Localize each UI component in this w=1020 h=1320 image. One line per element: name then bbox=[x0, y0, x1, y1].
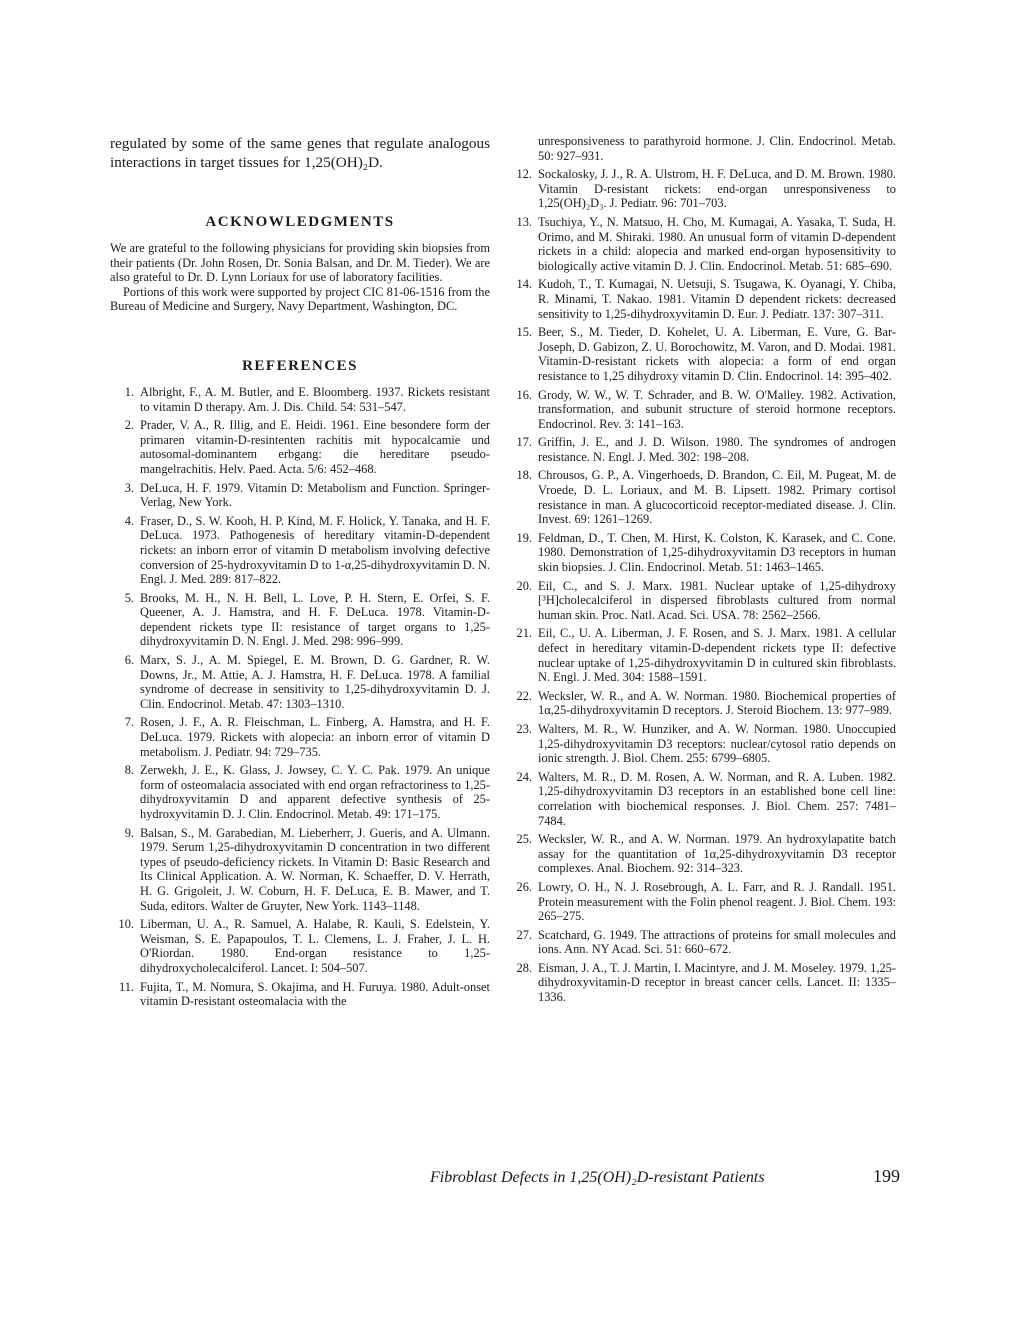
reference-number: 22. bbox=[516, 688, 532, 703]
reference-text: Eil, C., and S. J. Marx. 1981. Nuclear uptake of 1,25-dihydroxy [³H]cholecalciferol in dispersed fibroblasts cultured from normal human skin. Proc. Natl. Acad. Sci. USA. 78: 2562–2566. bbox=[538, 578, 896, 622]
reference-item bbox=[110, 385, 490, 414]
reference-number: 25. bbox=[516, 832, 532, 847]
reference-number: 26. bbox=[516, 879, 532, 894]
reference-item bbox=[508, 325, 896, 383]
reference-item bbox=[110, 826, 490, 914]
reference-item bbox=[508, 880, 896, 924]
reference-item bbox=[508, 626, 896, 684]
reference-number: 15. bbox=[516, 325, 532, 340]
reference-text: Eil, C., U. A. Liberman, J. F. Rosen, and S. J. Marx. 1981. A cellular defect in hereditary vitamin-D-dependent rickets type II: defective nuclear uptake of 1,25-dihydroxyvitamin D in cultured skin fibroblasts. N. Engl. J. Med. 304: 1588–1591. bbox=[538, 626, 896, 685]
right-column bbox=[508, 134, 896, 1009]
reference-text: Griffin, J. E., and J. D. Wilson. 1980. The syndromes of androgen resistance. N. Engl. J. Med. 302: 198–208. bbox=[538, 435, 896, 464]
reference-number: 5. bbox=[124, 590, 134, 605]
reference-text: Fujita, T., M. Nomura, S. Okajima, and H. Furuya. 1980. Adult-onset vitamin D-resistant osteomalacia with the bbox=[140, 979, 490, 1009]
reference-item bbox=[110, 591, 490, 649]
reference-number: 9. bbox=[124, 825, 134, 840]
reference-text: Walters, M. R., W. Hunziker, and A. W. Norman. 1980. Unoccupied 1,25-dihydroxyvitamin D3 receptors: nuclear/cytosol ratio depends on ionic strength. J. Biol. Chem. 255: 6799–6805. bbox=[538, 721, 896, 766]
reference-number: 27. bbox=[516, 927, 532, 942]
reference-item bbox=[508, 832, 896, 876]
reference-text: Walters, M. R., D. M. Rosen, A. W. Norman, and R. A. Luben. 1982. 1,25-dihydroxyvitamin D3 receptors in an established bone cell line: correlation with biochemical responses. J. Biol. Chem. 257: 7481–7484. bbox=[538, 769, 896, 828]
reference-number: 13. bbox=[516, 214, 532, 229]
reference-text: Chrousos, G. P., A. Vingerhoeds, D. Brandon, C. Eil, M. Pugeat, M. de Vroede, D. L. Loriaux, and M. B. Lipsett. 1982. Primary cortisol resistance in man. A glucocorticoid receptor-mediated disease. J. Clin. Invest. 69: 1261–1269. bbox=[538, 468, 896, 527]
reference-number: 28. bbox=[516, 960, 532, 975]
reference-number: 8. bbox=[124, 763, 134, 778]
reference-continuation: unresponsiveness to parathyroid hormone. J. Clin. Endocrinol. Metab. 50: 927–931. bbox=[538, 134, 896, 163]
reference-text: Lowry, O. H., N. J. Rosebrough, A. L. Farr, and R. J. Randall. 1951. Protein measurement with the Folin phenol reagent. J. Biol. Chem. 193: 265–275. bbox=[538, 879, 896, 924]
reference-number: 19. bbox=[516, 530, 532, 545]
reference-number: 16. bbox=[516, 387, 532, 402]
reference-item bbox=[110, 418, 490, 476]
reference-text: Fraser, D., S. W. Kooh, H. P. Kind, M. F. Holick, Y. Tanaka, and H. F. DeLuca. 1973. Pathogenesis of hereditary vitamin-D-dependent rickets: an inborn error of vitamin D metabolism involving defective conversion of 25-hydroxyvitamin D to 1-α,25-dihydroxyvitamin D. N. Engl. J. Med. 289: 817–822. bbox=[140, 513, 490, 587]
reference-item bbox=[508, 215, 896, 273]
reference-item bbox=[508, 167, 896, 211]
reference-text: Grody, W. W., W. T. Schrader, and B. W. O'Malley. 1982. Activation, transformation, and subunit structure of steroid hormone receptors. Endocrinol. Rev. 3: 141–163. bbox=[538, 387, 896, 431]
reference-text: Feldman, D., T. Chen, M. Hirst, K. Colston, K. Karasek, and C. Cone. 1980. Demonstration of 1,25-dihydroxyvitamin D3 receptors in human skin biopsies. J. Clin. Endocrinol. Metab. 51: 1463–1465. bbox=[538, 530, 896, 575]
reference-number: 1. bbox=[124, 384, 134, 399]
reference-number: 14. bbox=[516, 277, 532, 292]
reference-list-left bbox=[110, 385, 490, 1009]
reference-text: Liberman, U. A., R. Samuel, A. Halabe, R. Kauli, S. Edelstein, Y. Weisman, S. E. Papapoulos, T. L. Clemens, L. J. Fraher, J. L. H. O'Riordan. 1980. End-organ resistance to 1,25-dihydroxycholecalciferol. Lancet. I: 504–507. bbox=[140, 917, 490, 975]
reference-number: 7. bbox=[124, 715, 134, 730]
reference-item bbox=[110, 917, 490, 975]
acknowledgments-heading: ACKNOWLEDGMENTS bbox=[205, 214, 395, 230]
reference-number: 20. bbox=[516, 578, 532, 593]
reference-number: 4. bbox=[124, 513, 134, 528]
reference-number: 2. bbox=[124, 418, 134, 433]
reference-text: Prader, V. A., R. Illig, and E. Heidi. 1961. Eine besondere form der primaren vitamin-D-resintenten rachitis mit hypocalcamie und autosomal-dominantem erbgang: die hereditare pseudo-mangelrachitis. Helv. Paed. Acta. 5/6: 452–468. bbox=[140, 418, 490, 476]
reference-item bbox=[508, 770, 896, 828]
reference-item bbox=[110, 715, 490, 759]
intro-paragraph: regulated by some of the same genes that regulate analogous interactions in target tissues for 1,25(OH)₂D. bbox=[110, 135, 490, 171]
reference-text: Albright, F., A. M. Butler, and E. Bloomberg. 1937. Rickets resistant to vitamin D therapy. Am. J. Dis. Child. 54: 531–547. bbox=[140, 384, 490, 414]
reference-item bbox=[508, 579, 896, 623]
reference-number: 11. bbox=[118, 979, 134, 994]
reference-text: Wecksler, W. R., and A. W. Norman. 1980. Biochemical properties of 1α,25-dihydroxyvitamin D receptors. J. Steroid Biochem. 13: 977–989. bbox=[538, 688, 896, 718]
reference-number: 24. bbox=[516, 769, 532, 784]
references-heading: REFERENCES bbox=[242, 357, 358, 374]
reference-number: 6. bbox=[124, 653, 134, 668]
reference-text: Tsuchiya, Y., N. Matsuo, H. Cho, M. Kumagai, A. Yasaka, T. Suda, H. Orimo, and M. Shiraki. 1980. An unusual form of vitamin D-dependent rickets in a child: alopecia and marked end-organ hyposensitivity to biologically active vitamin D. J. Clin. Endocrinol. Metab. 51: 685–690. bbox=[538, 214, 896, 273]
reference-text: Zerwekh, J. E., K. Glass, J. Jowsey, C. Y. C. Pak. 1979. An unique form of osteomalacia associated with end organ refractoriness to 1,25-dihydroxyvitamin D and apparent defective synthesis of 25-hydroxyvitamin D. J. Clin. Endocrinol. Metab. 49: 171–175. bbox=[140, 763, 490, 821]
reference-list-right bbox=[508, 167, 896, 1004]
reference-item bbox=[508, 435, 896, 464]
reference-item bbox=[508, 531, 896, 575]
reference-number: 21. bbox=[516, 626, 532, 641]
reference-number: 17. bbox=[516, 435, 532, 450]
reference-item bbox=[110, 763, 490, 821]
reference-text: Marx, S. J., A. M. Spiegel, E. M. Brown, D. G. Gardner, R. W. Downs, Jr., M. Attie, A. J. Hamstra, H. F. DeLuca. 1978. A familial syndrome of decrease in sensitivity to 1,25-dihydroxyvitamin D. J. Clin. Endocrinol. Metab. 47: 1303–1310. bbox=[140, 653, 490, 711]
reference-item bbox=[110, 481, 490, 510]
reference-text: Scatchard, G. 1949. The attractions of proteins for small molecules and ions. Ann. NY Acad. Sci. 51: 660–672. bbox=[538, 927, 896, 957]
reference-text: Rosen, J. F., A. R. Fleischman, L. Finberg, A. Hamstra, and H. F. DeLuca. 1979. Rickets with alopecia: an inborn error of vitamin D metabolism. J. Pediatr. 94: 729–735. bbox=[140, 715, 490, 759]
reference-item bbox=[508, 468, 896, 526]
left-column bbox=[110, 134, 490, 1013]
reference-item bbox=[508, 388, 896, 432]
reference-number: 3. bbox=[124, 480, 134, 495]
reference-number: 12. bbox=[516, 167, 532, 182]
reference-text: DeLuca, H. F. 1979. Vitamin D: Metabolism and Function. Springer-Verlag, New York. bbox=[140, 480, 490, 510]
reference-text: Eisman, J. A., T. J. Martin, I. Macintyre, and J. M. Moseley. 1979. 1,25-dihydroxyvitamin-D receptor in breast cancer cells. Lancet. II: 1335–1336. bbox=[538, 960, 896, 1005]
reference-text: Wecksler, W. R., and A. W. Norman. 1979. An hydroxylapatite batch assay for the quantitation of 1α,25-dihydroxyvitamin D3 receptor complexes. Anal. Biochem. 92: 314–323. bbox=[538, 832, 896, 876]
acknowledgments-paragraph: Portions of this work were supported by project CIC 81-06-1516 from the Bureau of Medicine and Surgery, Navy Department, Washington, DC. bbox=[110, 284, 490, 314]
reference-item bbox=[110, 653, 490, 711]
reference-number: 18. bbox=[516, 468, 532, 483]
reference-item bbox=[508, 689, 896, 718]
reference-text: Kudoh, T., T. Kumagai, N. Uetsuji, S. Tsugawa, K. Oyanagi, Y. Chiba, R. Minami, T. Nakao. 1981. Vitamin D dependent rickets: decreased sensitivity to 1,25-dihydroxyvitamin D. Eur. J. Pediatr. 137: 307–311. bbox=[538, 277, 896, 321]
running-title: Fibroblast Defects in 1,25(OH)₂D-resistant Patients bbox=[430, 1169, 765, 1186]
page-number: 199 bbox=[873, 1166, 900, 1186]
reference-number: 23. bbox=[516, 721, 532, 736]
reference-item bbox=[508, 961, 896, 1005]
reference-number: 10. bbox=[118, 917, 134, 932]
reference-item bbox=[508, 722, 896, 766]
reference-text: Brooks, M. H., N. H. Bell, L. Love, P. H. Stern, E. Orfei, S. F. Queener, A. J. Hamstra, and H. F. DeLuca. 1978. Vitamin-D-dependent rickets type II: resistance of target organs to 1,25-dihydroxyvitamin D. N. Engl. J. Med. 298: 996–999. bbox=[140, 590, 490, 649]
reference-text: Beer, S., M. Tieder, D. Kohelet, U. A. Liberman, E. Vure, G. Bar-Joseph, D. Gabizon, Z. U. Borochowitz, M. Varon, and D. Modai. 1981. Vitamin-D-resistant rickets with alopecia: a form of end organ resistance to 1,25 dihydroxy vitamin D. Clin. Endocrinol. 14: 395–402. bbox=[538, 325, 896, 383]
reference-item bbox=[508, 277, 896, 321]
reference-item bbox=[508, 928, 896, 957]
acknowledgments-paragraph: We are grateful to the following physicians for providing skin biopsies from their patients (Dr. John Rosen, Dr. Sonia Balsan, and Dr. M. Tieder). We are also grateful to Dr. D. Lynn Loriaux for use of laboratory facilities. bbox=[110, 241, 490, 285]
page-footer bbox=[430, 1166, 900, 1187]
reference-item bbox=[110, 514, 490, 587]
reference-text: Sockalosky, J. J., R. A. Ulstrom, H. F. DeLuca, and D. M. Brown. 1980. Vitamin D-resistant rickets: end-organ unresponsiveness to 1,25(OH)₂D₃. J. Pediatr. 96: 701–703. bbox=[538, 167, 896, 211]
reference-text: Balsan, S., M. Garabedian, M. Lieberherr, J. Gueris, and A. Ulmann. 1979. Serum 1,25-dihydroxyvitamin D concentration in two different types of pseudo-deficiency rickets. In Vitamin D: Basic Research and Its Clinical Application. A. W. Norman, K. Schaeffer, D. V. Herrath, H. G. Grigoleit, J. W. Coburn, H. F. DeLuca, E. B. Mawer, and T. Suda, editors. Walter de Gruyter, New York. 1143–1148. bbox=[140, 825, 490, 913]
reference-item bbox=[110, 980, 490, 1009]
